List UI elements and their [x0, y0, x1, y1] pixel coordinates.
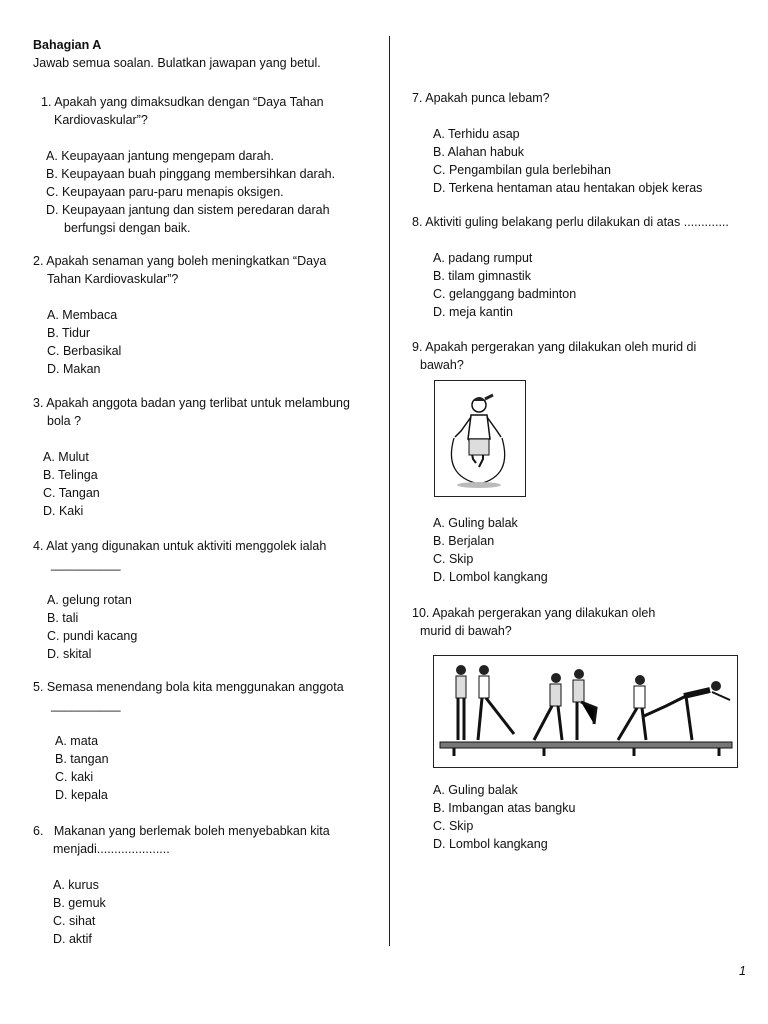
question-number: 8.	[412, 215, 423, 229]
option-d[interactable]: D. Lombol kangkang	[433, 570, 548, 584]
option-c[interactable]: C. Skip	[433, 819, 474, 833]
option-b[interactable]: B. Tidur	[47, 326, 91, 340]
option-a[interactable]: A. Keupayaan jantung mengepam darah.	[46, 149, 274, 163]
option-a[interactable]: A. gelung rotan	[47, 593, 132, 607]
option-c[interactable]: C. Berbasikal	[47, 344, 122, 358]
option-b[interactable]: B. Keupayaan buah pinggang membersihkan darah.	[46, 167, 336, 181]
skipping-rope-icon	[435, 381, 525, 496]
option-b[interactable]: B. Alahan habuk	[433, 145, 525, 159]
question-8	[412, 213, 757, 321]
option-c[interactable]: C. sihat	[53, 914, 96, 928]
option-c[interactable]: C. Skip	[433, 552, 474, 566]
answer-blank: __________	[51, 557, 121, 571]
option-b[interactable]: B. tangan	[55, 752, 109, 766]
bench-balance-icon	[434, 656, 737, 767]
option-a[interactable]: A. Terhidu asap	[433, 127, 520, 141]
option-d[interactable]: D. Terkena hentaman atau hentakan objek keras	[433, 181, 703, 195]
question-9-options	[433, 514, 753, 586]
option-c[interactable]: C. pundi kacang	[47, 629, 138, 643]
answer-blank: __________	[51, 698, 121, 712]
question-6	[33, 822, 383, 948]
option-d[interactable]: D. skital	[47, 647, 92, 661]
option-d-continued: berfungsi dengan baik.	[64, 221, 191, 235]
question-5	[33, 678, 383, 804]
option-c[interactable]: C. Tangan	[43, 486, 100, 500]
option-a[interactable]: A. padang rumput	[433, 251, 533, 265]
question-2	[33, 252, 383, 378]
question-text: Apakah anggota badan yang terlibat untuk melambung	[46, 396, 350, 410]
question-10-options	[433, 781, 753, 853]
question-text: menjadi.....................	[53, 842, 170, 856]
question-number: 7.	[412, 91, 423, 105]
option-d[interactable]: D. Keupayaan jantung dan sistem peredaran darah	[46, 203, 330, 217]
option-c[interactable]: C. Pengambilan gula berlebihan	[433, 163, 611, 177]
question-text: Apakah punca lebam?	[425, 91, 550, 105]
question-text: Tahan Kardiovaskular”?	[47, 272, 179, 286]
question-3	[33, 394, 383, 520]
option-d[interactable]: D. meja kantin	[433, 305, 513, 319]
question-text: Aktiviti guling belakang perlu dilakukan di atas .............	[425, 215, 729, 229]
question-number: 2.	[33, 254, 44, 268]
section-title: Bahagian A	[33, 38, 102, 52]
question-7	[412, 89, 752, 197]
option-d[interactable]: D. Makan	[47, 362, 101, 376]
question-text: Apakah pergerakan yang dilakukan oleh	[432, 606, 656, 620]
option-b[interactable]: B. tilam gimnastik	[433, 269, 531, 283]
option-b[interactable]: B. Imbangan atas bangku	[433, 801, 576, 815]
question-text: Makanan yang berlemak boleh menyebabkan kita	[53, 824, 330, 838]
option-a[interactable]: A. Membaca	[47, 308, 118, 322]
question-text: bola ?	[47, 414, 82, 428]
question-number: 10.	[412, 606, 430, 620]
question-text: murid di bawah?	[420, 624, 512, 638]
question-number: 9.	[412, 340, 423, 354]
question-text: Apakah senaman yang boleh meningkatkan “Daya	[46, 254, 327, 268]
option-d[interactable]: D. aktif	[53, 932, 92, 946]
question-4	[33, 537, 383, 663]
page-number: 1	[739, 964, 746, 978]
question-9	[412, 338, 752, 374]
question-text: Alat yang digunakan untuk aktiviti menggolek ialah	[46, 539, 327, 553]
option-b[interactable]: B. Telinga	[43, 468, 98, 482]
balance-bench-image	[433, 655, 738, 768]
option-c[interactable]: C. gelanggang badminton	[433, 287, 577, 301]
option-d[interactable]: D. kepala	[55, 788, 108, 802]
option-a[interactable]: A. Mulut	[43, 450, 89, 464]
question-text: Apakah pergerakan yang dilakukan oleh murid di	[425, 340, 697, 354]
option-a[interactable]: A. Guling balak	[433, 516, 518, 530]
skipping-rope-image	[434, 380, 526, 497]
question-text: bawah?	[420, 358, 464, 372]
question-number: 5.	[33, 680, 44, 694]
question-text: Apakah yang dimaksudkan dengan “Daya Tahan	[54, 95, 324, 109]
section-instruction: Jawab semua soalan. Bulatkan jawapan yang betul.	[33, 56, 321, 70]
question-10	[412, 604, 752, 640]
question-number: 3.	[33, 396, 44, 410]
option-b[interactable]: B. gemuk	[53, 896, 106, 910]
question-number: 4.	[33, 539, 44, 553]
option-d[interactable]: D. Kaki	[43, 504, 84, 518]
question-number: 1.	[41, 95, 52, 109]
option-c[interactable]: C. Keupayaan paru-paru menapis oksigen.	[46, 185, 284, 199]
question-text: Semasa menendang bola kita menggunakan anggota	[46, 680, 344, 694]
option-a[interactable]: A. Guling balak	[433, 783, 518, 797]
option-a[interactable]: A. kurus	[53, 878, 99, 892]
option-b[interactable]: B. tali	[47, 611, 79, 625]
question-number: 6.	[33, 824, 44, 838]
question-1	[41, 93, 381, 237]
question-text: Kardiovaskular”?	[54, 113, 148, 127]
option-b[interactable]: B. Berjalan	[433, 534, 495, 548]
option-c[interactable]: C. kaki	[55, 770, 94, 784]
column-divider	[389, 36, 390, 946]
option-d[interactable]: D. Lombol kangkang	[433, 837, 548, 851]
option-a[interactable]: A. mata	[55, 734, 99, 748]
